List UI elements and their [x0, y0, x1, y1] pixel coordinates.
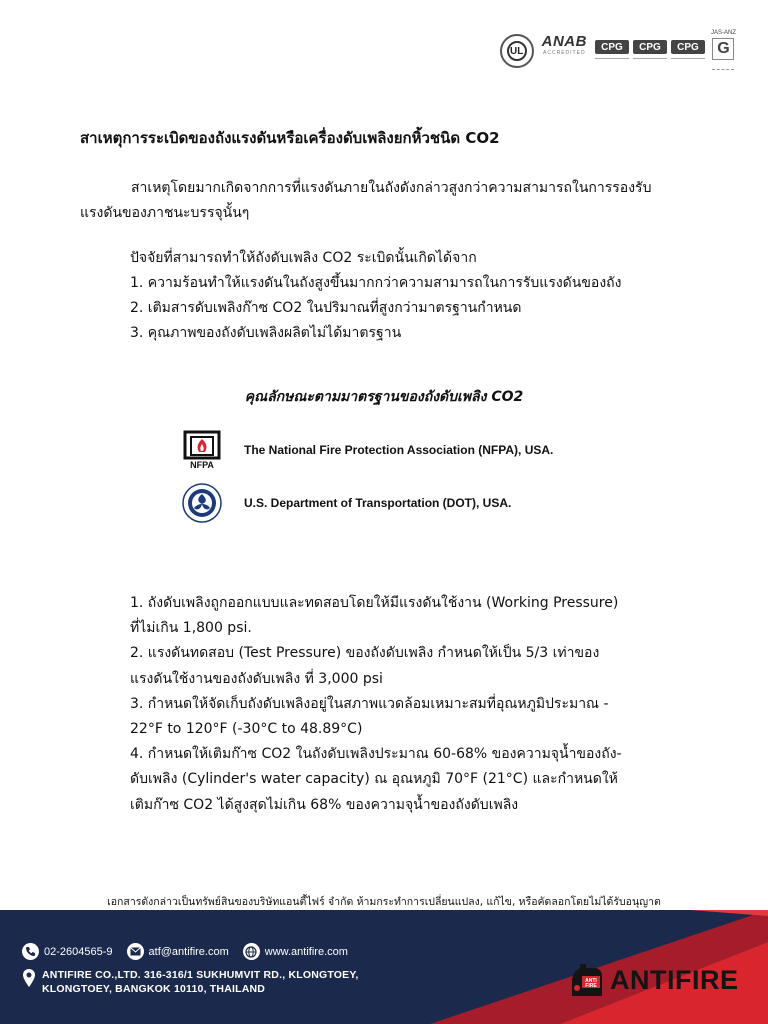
address-line-2: KLONGTOEY, BANGKOK 10110, THAILAND	[42, 983, 266, 995]
email-icon	[127, 943, 144, 960]
spec-line: ที่ไม่เกิน 1,800 psi.	[130, 620, 252, 637]
contact-bar	[22, 943, 362, 960]
company-address	[22, 968, 359, 996]
page-footer	[0, 910, 768, 1024]
copyright-disclaimer: เอกสารดังกล่าวเป็นทรัพย์สินของบริษัทแอนตี้ไฟร์ จำกัด ห้ามกระทำการเปลี่ยนแปลง, แก้ไข, หรือคัดลอกโดยไม่ได้รับอนุญาต	[107, 896, 661, 908]
spec-line: แรงดันใช้งานของถังดับเพลิง ที่ 3,000 psi	[130, 670, 383, 687]
cause-paragraph	[80, 176, 680, 226]
jas-anz-logo-text: JAS-ANZ	[710, 30, 736, 36]
globe-icon	[243, 943, 260, 960]
standards-title: คุณลักษณะตามมาตรฐานของถังดับเพลิง CO2	[244, 389, 524, 405]
antifire-mark-icon	[568, 962, 606, 998]
nfpa-row	[182, 430, 554, 470]
spec-line: 4. กำหนดให้เติมก๊าซ CO2 ในถังดับเพลิงประมาณ 60-68% ของความจุน้ำของถัง-	[130, 746, 622, 763]
address-line-1: ANTIFIRE CO.,LTD. 316-316/1 SUKHUMVIT RD., KLONGTOEY,	[42, 969, 359, 981]
phone-contact[interactable]	[22, 943, 113, 960]
website-url: www.antifire.com	[264, 945, 348, 958]
spec-line: 3. กำหนดให้จัดเก็บถังดับเพลิงอยู่ในสภาพแวดล้อมเหมาะสมที่อุณหภูมิประมาณ -	[130, 695, 609, 712]
anab-logo-text: ANAB	[541, 33, 587, 50]
dot-row	[182, 483, 512, 523]
dot-label: U.S. Department of Transportation (DOT), USA.	[244, 496, 512, 510]
cpg-logo-text: CPG	[671, 40, 705, 54]
svg-text:ANTI: ANTI	[585, 978, 597, 984]
ul-logo	[500, 34, 534, 68]
factor-item: 1. ความร้อนทำให้แรงดันในถังสูงขึ้นมากกว่าความสามารถในการรับแรงดันของถัง	[130, 275, 622, 291]
spec-line: ดับเพลิง (Cylinder's water capacity) ณ อุณหภูมิ 70°F (21°C) และกำหนดให้	[130, 771, 618, 788]
brand-name: ANTIFIRE	[610, 964, 739, 995]
certification-logos	[500, 30, 736, 70]
phone-number: 02-2604565-9	[44, 945, 113, 958]
anab-logo: ANAB ACCREDITED	[541, 33, 587, 56]
jas-anz-logo	[711, 30, 736, 70]
factors-intro: ปัจจัยที่สามารถทำให้ถังดับเพลิง CO2 ระเบิดนั้นเกิดได้จาก	[130, 250, 477, 266]
jas-anz-mark-icon: G	[712, 38, 734, 60]
cpg-logo-3	[671, 40, 705, 59]
dot-seal-icon	[182, 483, 222, 523]
location-pin-icon	[22, 968, 36, 988]
spec-line: 1. ถังดับเพลิงถูกออกแบบและทดสอบโดยให้มีแรงดันใช้งาน (Working Pressure)	[130, 595, 619, 611]
ul-logo-text: UL	[507, 41, 527, 61]
cpg-logo-text: CPG	[633, 40, 667, 54]
factor-item: 3. คุณภาพของถังดับเพลิงผลิตไม่ได้มาตรฐาน	[130, 325, 402, 341]
cause-line-1: สาเหตุโดยมากเกิดจากการที่แรงดันภายในถังดังกล่าวสูงกว่าความสามารถในการรองรับ	[131, 180, 652, 196]
specs-list	[130, 591, 650, 818]
svg-text:FIRE: FIRE	[585, 983, 597, 989]
factors-list	[130, 246, 621, 346]
factor-item: 2. เติมสารดับเพลิงก๊าซ CO2 ในปริมาณที่สูงกว่ามาตรฐานกำหนด	[130, 300, 522, 316]
cause-line-2: แรงดันของภาชนะบรรจุนั้นๆ	[80, 205, 250, 221]
cpg-logo-text: CPG	[595, 40, 629, 54]
email-address: atf@antifire.com	[148, 945, 229, 958]
page-title: สาเหตุการระเบิดของถังแรงดันหรือเครื่องดับเพลิงยกหิ้วชนิด CO2	[80, 129, 500, 147]
svg-text:NFPA: NFPA	[190, 460, 214, 470]
cpg-logo-2	[633, 40, 667, 59]
spec-line: 22°F to 120°F (-30°C to 48.89°C)	[130, 721, 363, 738]
nfpa-logo-icon	[182, 430, 222, 470]
website-contact[interactable]	[243, 943, 348, 960]
spec-line: 2. แรงดันทดสอบ (Test Pressure) ของถังดับเพลิง กำหนดให้เป็น 5/3 เท่าของ	[130, 645, 600, 662]
phone-icon	[22, 943, 39, 960]
spec-line: เติมก๊าซ CO2 ได้สูงสุดไม่เกิน 68% ของความจุน้ำของถังดับเพลิง	[130, 796, 519, 813]
nfpa-label: The National Fire Protection Association (NFPA), USA.	[244, 443, 554, 457]
email-contact[interactable]	[127, 943, 229, 960]
cpg-logo-1	[595, 40, 629, 59]
antifire-logo	[568, 962, 739, 998]
